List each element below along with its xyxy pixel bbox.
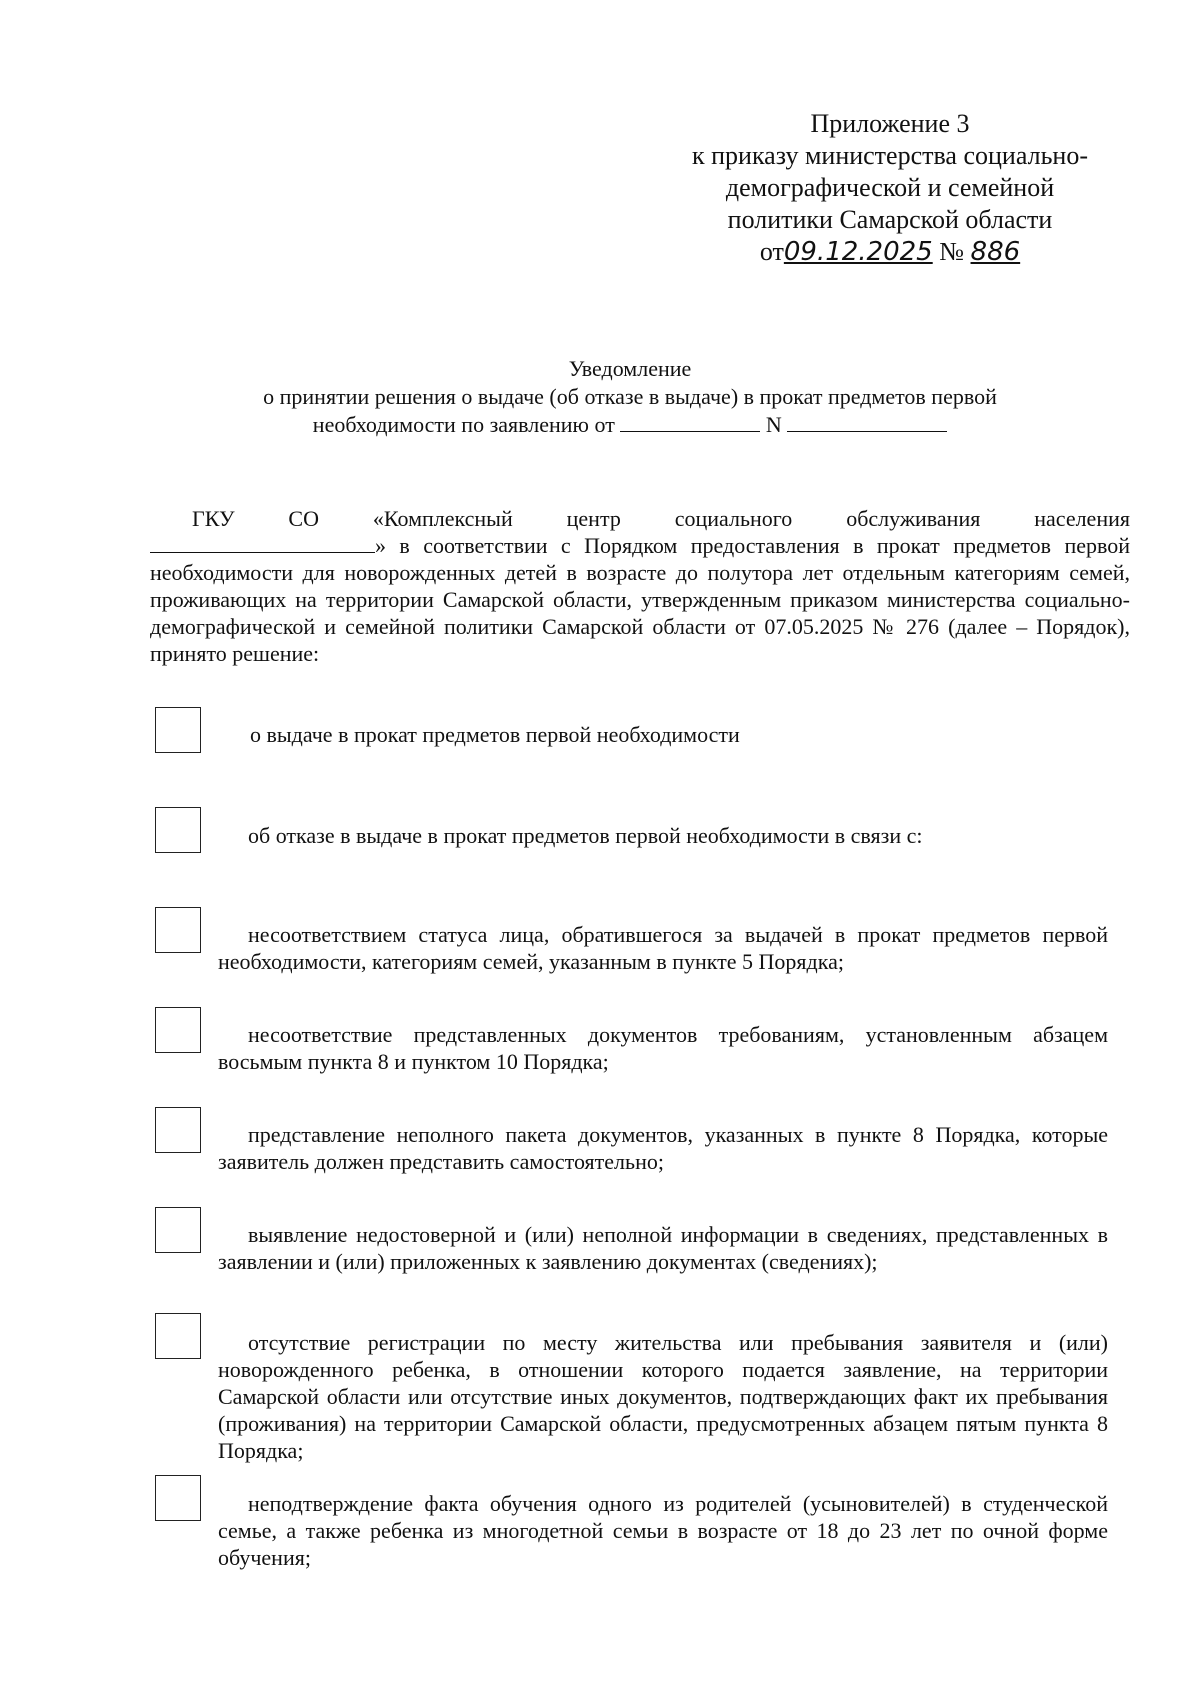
checkbox-unreliable-info[interactable] (155, 1207, 201, 1253)
appendix-date-line (660, 236, 1120, 268)
intro-paragraph (150, 505, 1130, 667)
intro-text: » в соответствии с Порядком предоставления в прокат предметов первой необходимости для новорожденных детей в возрасте до полутора лет отдельным категориям семей, проживающих на территории Самарской области, утвержденным приказом министерства социально-демографической и семейной политики Самарской области от 07.05.2025 № 276 (далее – Порядок), принято решение: (150, 533, 1130, 666)
notice-title (200, 355, 1060, 439)
number-prefix: № (939, 237, 965, 266)
option-issue-label: о выдаче в прокат предметов первой необходимости (250, 722, 740, 747)
checkbox-incomplete-package[interactable] (155, 1107, 201, 1153)
intro-body (150, 532, 1130, 667)
application-date-label: необходимости по заявлению от (312, 412, 615, 437)
notice-application-line (200, 411, 1060, 439)
option-no-registration-label: отсутствие регистрации по месту жительства или пребывания заявителя и (или) новорожденного ребенка, в отношении которого подается заявление, на территории Самарской области или отсутствие иных документов, подтверждающих факт их пребывания (проживания) на территории Самарской области, предусмотренных абзацем пятым пункта 8 Порядка; (218, 1330, 1108, 1463)
notice-subject-line: о принятии решения о выдаче (об отказе в выдаче) в прокат предметов первой (263, 384, 997, 409)
appendix-header (660, 108, 1120, 268)
checkbox-issue[interactable] (155, 707, 201, 753)
checkbox-documents-mismatch[interactable] (155, 1007, 201, 1053)
checkbox-study-unconfirmed[interactable] (155, 1475, 201, 1521)
application-number-label: N (765, 412, 782, 437)
option-incomplete-package-label: представление неполного пакета документов, указанных в пункте 8 Порядка, которые заявитель должен представить самостоятельно; (218, 1122, 1108, 1174)
notice-heading: Уведомление (568, 356, 692, 381)
option-refusal-label: об отказе в выдаче в прокат предметов первой необходимости в связи с: (248, 823, 923, 848)
intro-first-line: ГКУ СО «Комплексный центр социального обслуживания населения (192, 506, 1130, 531)
application-number-blank[interactable] (787, 411, 947, 432)
checkbox-no-registration[interactable] (155, 1313, 201, 1359)
application-date-blank[interactable] (620, 411, 760, 432)
date-prefix: от (759, 237, 784, 266)
appendix-title: Приложение 3 (810, 109, 970, 138)
handwritten-number: 886 (970, 237, 1021, 267)
center-name-blank[interactable] (150, 532, 375, 553)
option-documents-mismatch-label: несоответствие представленных документов требованиям, установленным абзацем восьмым пункта 8 и пунктом 10 Порядка; (218, 1022, 1108, 1074)
checkbox-refusal[interactable] (155, 807, 201, 853)
checkbox-status-mismatch[interactable] (155, 907, 201, 953)
appendix-region-line: политики Самарской области (727, 205, 1053, 234)
appendix-ministry-line: демографической и семейной (725, 173, 1055, 202)
option-unreliable-info-label: выявление недостоверной и (или) неполной информации в сведениях, представленных в заявлении и (или) приложенных к заявлению документах (сведениях); (218, 1222, 1108, 1274)
option-status-mismatch-label: несоответствием статуса лица, обратившегося за выдачей в прокат предметов первой необходимости, категориям семей, указанным в пункте 5 Порядка; (218, 922, 1108, 974)
appendix-order-line: к приказу министерства социально- (691, 141, 1089, 170)
handwritten-date: 09.12.2025 (783, 237, 933, 267)
option-study-unconfirmed-label: неподтверждение факта обучения одного из родителей (усыновителей) в студенческой семье, а также ребенка из многодетной семьи в возрасте от 18 до 23 лет по очной форме обучения; (218, 1491, 1108, 1570)
